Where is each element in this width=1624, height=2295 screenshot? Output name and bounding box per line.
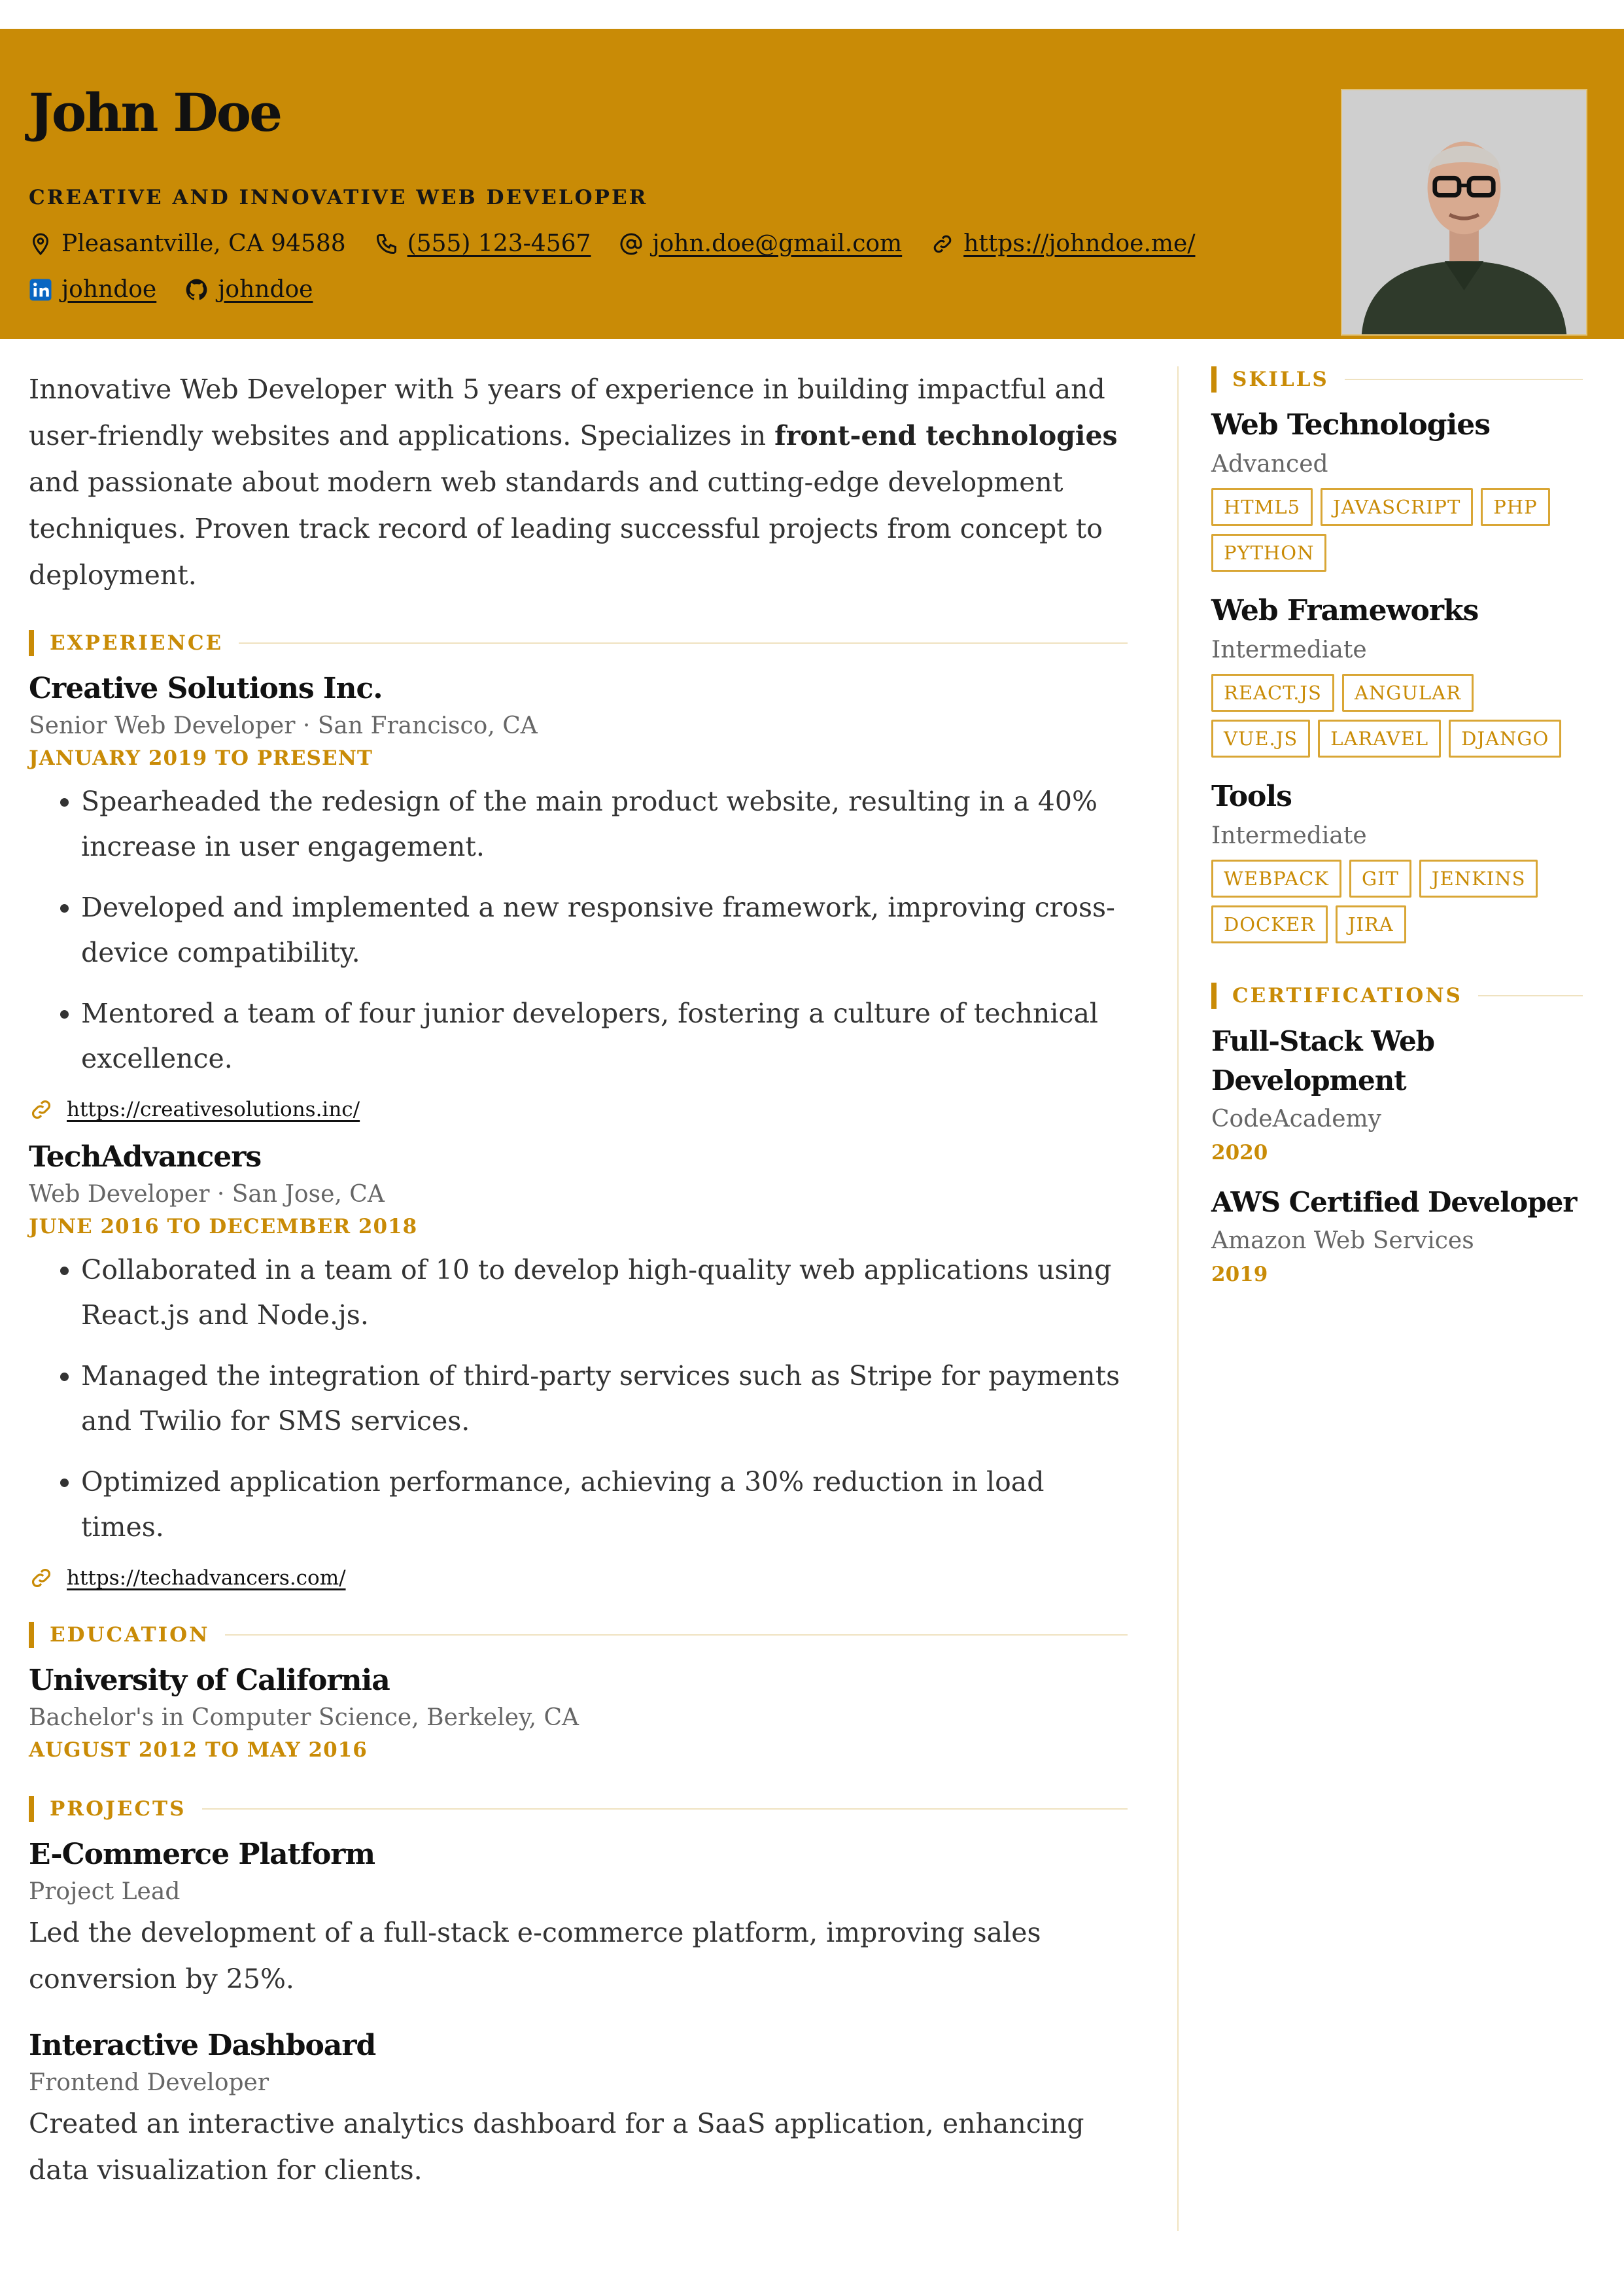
education-dates: AUGUST 2012 TO MAY 2016 (29, 1738, 368, 1762)
contact-email[interactable] (619, 230, 902, 257)
job-link[interactable] (29, 1566, 1128, 1590)
education-heading (29, 1622, 1128, 1648)
certification-year: 2020 (1211, 1141, 1268, 1165)
section-title: SKILLS (1232, 368, 1329, 391)
experience-heading (29, 630, 1128, 656)
certification-title: AWS Certified Developer (1211, 1186, 1577, 1218)
contact-github[interactable] (185, 276, 313, 303)
skill-tag: GIT (1349, 860, 1411, 898)
job-url[interactable]: https://creativesolutions.inc/ (67, 1098, 360, 1121)
at-sign-icon (619, 232, 643, 256)
skill-tag: PHP (1481, 488, 1549, 526)
list-item: • Optimized application performance, achieving a 30% reduction in load times. (81, 1460, 1128, 1550)
project-description: Created an interactive analytics dashboard for a SaaS application, enhancing data visualization for clients. (29, 2108, 1084, 2186)
project-entry-1 (29, 1835, 1128, 2003)
job-url[interactable]: https://techadvancers.com/ (67, 1566, 346, 1590)
candidate-name: John Doe (29, 82, 281, 143)
linkedin-link[interactable]: johndoe (61, 276, 157, 303)
skill-level: Intermediate (1211, 637, 1367, 663)
section-title: EXPERIENCE (50, 631, 224, 655)
job-entry-2 (29, 1138, 1128, 1590)
portrait-image (1342, 90, 1586, 334)
skill-group-3 (1211, 777, 1583, 951)
degree-text: Bachelor's in Computer Science, Berkeley, CA (29, 1704, 579, 1731)
phone-icon (375, 232, 398, 256)
job-dates: JANUARY 2019 TO PRESENT (29, 746, 373, 770)
skill-tag: JAVASCRIPT (1321, 488, 1473, 526)
job-role: Web Developer · San Jose, CA (29, 1181, 385, 1208)
skill-tag: REACT.JS (1211, 674, 1334, 712)
skill-tag: VUE.JS (1211, 720, 1310, 758)
school-name: University of California (29, 1664, 390, 1697)
sidebar-column (1211, 366, 1583, 1305)
skill-group-title: Web Technologies (1211, 408, 1491, 442)
skill-group-title: Tools (1211, 780, 1292, 813)
list-item: • Developed and implemented a new responsive framework, improving cross-device compatibility. (81, 885, 1128, 975)
website-link[interactable]: https://johndoe.me/ (963, 230, 1196, 257)
skill-tag: HTML5 (1211, 488, 1313, 526)
job-company: Creative Solutions Inc. (29, 672, 383, 705)
skill-tags (1211, 488, 1583, 580)
location-text: Pleasantville, CA 94588 (61, 230, 346, 257)
link-icon (29, 1566, 54, 1590)
project-role: Frontend Developer (29, 2069, 269, 2096)
linkedin-icon (29, 278, 52, 302)
profile-photo (1341, 89, 1587, 336)
job-entry-1 (29, 669, 1128, 1122)
list-item: • Spearheaded the redesign of the main product website, resulting in a 40% increase in user engagement. (81, 779, 1128, 869)
skill-group-1 (1211, 406, 1583, 580)
skill-tag: WEBPACK (1211, 860, 1341, 898)
contact-row-social (29, 276, 341, 303)
email-link[interactable]: john.doe@gmail.com (652, 230, 903, 257)
project-role: Project Lead (29, 1878, 181, 1905)
list-item: • Collaborated in a team of 10 to develop high-quality web applications using React.js and Node.js. (81, 1248, 1128, 1338)
contact-website[interactable] (931, 230, 1195, 257)
contact-linkedin[interactable] (29, 276, 156, 303)
list-item: • Mentored a team of four junior developers, fostering a culture of technical excellence. (81, 991, 1128, 1081)
link-icon (931, 232, 954, 256)
column-divider (1177, 366, 1179, 2231)
link-icon (29, 1097, 54, 1122)
certification-issuer: Amazon Web Services (1211, 1227, 1474, 1254)
skill-tag: ANGULAR (1342, 674, 1474, 712)
section-title: EDUCATION (50, 1623, 210, 1647)
candidate-headline: CREATIVE AND INNOVATIVE WEB DEVELOPER (29, 186, 648, 209)
skill-tag: JIRA (1336, 905, 1406, 943)
certifications-heading (1211, 983, 1583, 1009)
certification-year: 2019 (1211, 1263, 1268, 1286)
education-entry (29, 1661, 1128, 1764)
skill-group-2 (1211, 591, 1583, 765)
project-title: E-Commerce Platform (29, 1838, 375, 1871)
job-role: Senior Web Developer · San Francisco, CA (29, 712, 538, 739)
skill-group-title: Web Frameworks (1211, 594, 1479, 627)
certification-title: Full-Stack Web Development (1211, 1025, 1435, 1096)
skill-tag: DJANGO (1449, 720, 1561, 758)
summary-part-1: Innovative Web Developer with 5 years of experience in building impactful and user-friendly websites and applications. Specializes in (29, 374, 1105, 451)
skill-tags (1211, 674, 1583, 765)
job-bullets (29, 779, 1128, 1081)
job-company: TechAdvancers (29, 1140, 262, 1174)
summary-bold: front-end technologies (774, 420, 1118, 451)
skill-level: Advanced (1211, 451, 1328, 478)
main-column (29, 366, 1128, 2217)
github-link[interactable]: johndoe (218, 276, 313, 303)
contact-phone[interactable] (375, 230, 591, 257)
skill-tag: PYTHON (1211, 534, 1326, 572)
contact-location (29, 230, 346, 257)
project-title: Interactive Dashboard (29, 2029, 376, 2062)
list-item: • Managed the integration of third-party services such as Stripe for payments and Twilio for SMS services. (81, 1354, 1128, 1444)
skill-level: Intermediate (1211, 822, 1367, 849)
certification-1 (1211, 1022, 1583, 1167)
section-title: PROJECTS (50, 1797, 186, 1821)
resume-header (0, 29, 1624, 339)
section-title: CERTIFICATIONS (1232, 984, 1462, 1007)
skill-tag: JENKINS (1419, 860, 1538, 898)
skill-tags (1211, 860, 1583, 951)
certification-issuer: CodeAcademy (1211, 1106, 1382, 1132)
job-dates: JUNE 2016 TO DECEMBER 2018 (29, 1215, 418, 1238)
summary-text (29, 366, 1128, 599)
skill-tag: DOCKER (1211, 905, 1328, 943)
project-description: Led the development of a full-stack e-commerce platform, improving sales conversion by 25%. (29, 1917, 1041, 1995)
job-link[interactable] (29, 1097, 1128, 1122)
phone-link[interactable]: (555) 123-4567 (407, 230, 591, 257)
github-icon (185, 278, 209, 302)
summary-part-2: and passionate about modern web standards and cutting-edge development techniques. Proven track record of leading successful projects from concept to deployment. (29, 466, 1103, 591)
projects-heading (29, 1796, 1128, 1822)
project-entry-2 (29, 2026, 1128, 2194)
skill-tag: LARAVEL (1318, 720, 1441, 758)
contact-row-primary (29, 230, 1224, 257)
job-bullets (29, 1248, 1128, 1550)
certification-2 (1211, 1183, 1583, 1289)
skills-heading (1211, 366, 1583, 393)
map-pin-icon (29, 232, 52, 256)
